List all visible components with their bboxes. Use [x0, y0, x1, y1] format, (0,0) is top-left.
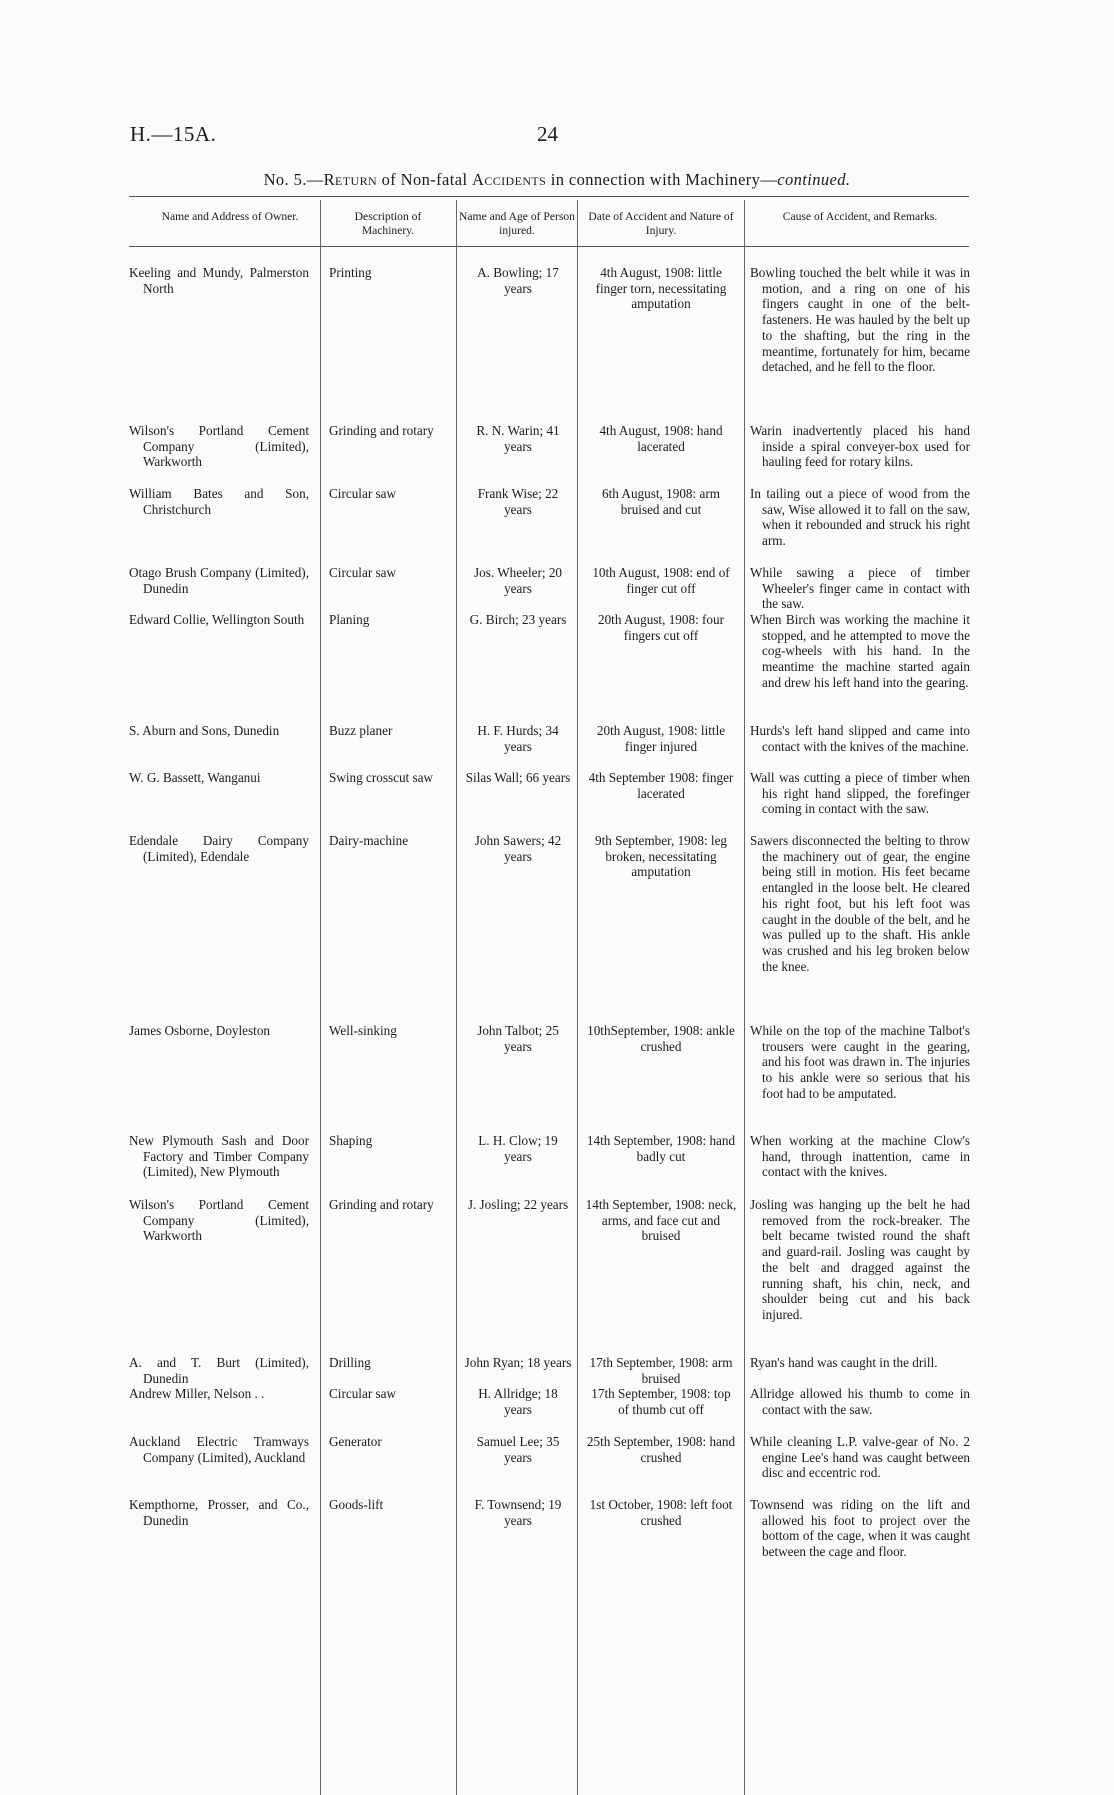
person-cell: F. Townsend; 19 years — [474, 1497, 562, 1528]
date-cell: 17th September, 1908: arm bruised — [589, 1355, 733, 1386]
title-continued: continued. — [777, 170, 851, 189]
owner-cell: New Plymouth Sash and Door Factory and Timber Company (Limited), New Plymouth — [129, 1133, 309, 1180]
column-divider — [744, 200, 745, 1795]
owner-cell: Edendale Dairy Company (Limited), Edendale — [129, 833, 309, 864]
column-divider — [320, 200, 321, 1795]
date-cell: 6th August, 1908: arm bruised and cut — [602, 486, 720, 517]
owner-cell: Keeling and Mundy, Palmerston North — [129, 265, 309, 296]
machinery-cell: Planing — [329, 612, 370, 627]
cause-cell: Townsend was riding on the lift and allowed his foot to project over the bottom of the cage, when it was caught between the cage and floor. — [750, 1497, 970, 1560]
cause-cell: Allridge allowed his thumb to come in contact with the saw. — [750, 1386, 970, 1417]
owner-cell: James Osborne, Doyleston — [129, 1023, 271, 1038]
machinery-cell: Grinding and rotary — [329, 1197, 434, 1212]
column-divider — [577, 200, 578, 1795]
person-cell: L. H. Clow; 19 years — [478, 1133, 558, 1164]
date-cell: 4th August, 1908: little finger torn, necessitating amputation — [595, 265, 727, 312]
owner-cell: Kempthorne, Prosser, and Co., Dunedin — [129, 1497, 309, 1528]
machinery-cell: Well-sinking — [329, 1023, 397, 1038]
person-cell: Frank Wise; 22 years — [477, 486, 559, 517]
owner-cell: Auckland Electric Tramways Company (Limited), Auckland — [129, 1434, 309, 1465]
person-cell: H. Allridge; 18 years — [478, 1386, 558, 1417]
owner-cell: Wilson's Portland Cement Company (Limited), Warkworth — [129, 1197, 309, 1244]
date-cell: 20th August, 1908: four fingers cut off — [597, 612, 724, 643]
machinery-cell: Circular saw — [329, 1386, 397, 1401]
owner-cell: Edward Collie, Wellington South — [129, 612, 305, 627]
person-cell: J. Josling; 22 years — [467, 1197, 569, 1212]
date-cell: 9th September, 1908: leg broken, necessitating amputation — [594, 833, 728, 880]
cause-cell: In tailing out a piece of wood from the saw, Wise allowed it to fall on the saw, when it rebounded and struck his right arm. — [750, 486, 970, 549]
cause-cell: While on the top of the machine Talbot's trousers were caught in the gearing, and his foot was drawn in. The injuries to his ankle were so serious that his foot had to be amputated. — [750, 1023, 970, 1101]
person-cell: Silas Wall; 66 years — [465, 770, 571, 785]
column-header-owner: Name and Address of Owner. — [161, 210, 299, 223]
cause-cell: Bowling touched the belt while it was in motion, and a ring on one of his fingers caught in one of the belt-fasteners. He was hauled by the belt up to the shafting, but the ring in the meantime, fortunately for him, became detached, and he fell to the floor. — [750, 265, 970, 375]
owner-cell: Andrew Miller, Nelson . . — [129, 1386, 265, 1401]
date-cell: 25th September, 1908: hand crushed — [586, 1434, 736, 1465]
title-middle: in connection with Machinery— — [546, 170, 778, 189]
cause-cell: Wall was cutting a piece of timber when his right hand slipped, the forefinger coming in contact with the saw. — [750, 770, 970, 817]
column-header-person: Name and Age of Person injured. — [459, 210, 575, 237]
date-cell: 14th September, 1908: hand badly cut — [586, 1133, 736, 1164]
owner-cell: Wilson's Portland Cement Company (Limited), Warkworth — [129, 423, 309, 470]
title-of: of Non-fatal — [377, 170, 473, 189]
date-cell: 17th September, 1908: top of thumb cut off — [591, 1386, 731, 1417]
machinery-cell: Swing crosscut saw — [329, 770, 434, 785]
owner-cell: William Bates and Son, Christchurch — [129, 486, 309, 517]
document-reference: H.—15A. — [130, 122, 217, 146]
person-cell: Samuel Lee; 35 years — [476, 1434, 560, 1465]
header-bottom-rule — [129, 246, 969, 247]
cause-cell: When Birch was working the machine it stopped, and he attempted to move the cog-wheels with his hand. In the meantime the machine started again and drew his left hand into the gearing. — [750, 612, 970, 690]
cause-cell: Sawers disconnected the belting to throw the machinery out of gear, the engine being still in motion. His feet became entangled in the loose belt. He cleared his right foot, but his left foot was caught in the double of the belt, and he was pulled up to the shaft. His ankle was crushed and his leg broken below the knee. — [750, 833, 970, 974]
date-cell: 14th September, 1908: neck, arms, and face cut and bruised — [585, 1197, 737, 1244]
person-cell: A. Bowling; 17 years — [477, 265, 559, 296]
person-cell: Jos. Wheeler; 20 years — [473, 565, 563, 596]
owner-cell: A. and T. Burt (Limited), Dunedin — [129, 1355, 309, 1386]
machinery-cell: Circular saw — [329, 565, 397, 580]
header-top-rule — [129, 196, 969, 197]
owner-cell: W. G. Bassett, Wanganui — [129, 770, 261, 785]
column-header-cause: Cause of Accident, and Remarks. — [782, 210, 938, 223]
person-cell: John Sawers; 42 years — [474, 833, 562, 864]
machinery-cell: Shaping — [329, 1133, 373, 1148]
machinery-cell: Buzz planer — [329, 723, 393, 738]
cause-cell: Warin inadvertently placed his hand inside a spiral conveyer-box used for hauling feed for rotary kilns. — [750, 423, 970, 470]
page-number: 24 — [537, 122, 558, 146]
machinery-cell: Circular saw — [329, 486, 397, 501]
column-header-date: Date of Accident and Nature of Injury. — [588, 210, 734, 237]
date-cell: 1st October, 1908: left foot crushed — [589, 1497, 733, 1528]
person-cell: G. Birch; 23 years — [469, 612, 567, 627]
person-cell: R. N. Warin; 41 years — [476, 423, 560, 454]
owner-cell: Otago Brush Company (Limited), Dunedin — [129, 565, 309, 596]
person-cell: John Talbot; 25 years — [477, 1023, 559, 1054]
cause-cell: While cleaning L.P. valve-gear of No. 2 engine Lee's hand was caught between disc and eccentric rod. — [750, 1434, 970, 1481]
machinery-cell: Goods-lift — [329, 1497, 384, 1512]
person-cell: John Ryan; 18 years — [464, 1355, 572, 1370]
machinery-cell: Dairy-machine — [329, 833, 409, 848]
machinery-cell: Drilling — [329, 1355, 371, 1370]
column-divider — [456, 200, 457, 1795]
cause-cell: While sawing a piece of timber Wheeler's finger came in contact with the saw. — [750, 565, 970, 612]
cause-cell: When working at the machine Clow's hand, through inattention, came in contact with the knives. — [750, 1133, 970, 1180]
cause-cell: Hurds's left hand slipped and came into contact with the knives of the machine. — [750, 723, 970, 754]
date-cell: 4th August, 1908: hand lacerated — [599, 423, 723, 454]
person-cell: H. F. Hurds; 34 years — [477, 723, 559, 754]
owner-cell: S. Aburn and Sons, Dunedin — [129, 723, 280, 738]
cause-cell: Josling was hanging up the belt he had removed from the rock-breaker. The belt became twisted round the shaft and guard-rail. Josling was caught by the belt and dragged against the running shaft, his chin, neck, and shoulder being cut and his back injured. — [750, 1197, 970, 1322]
machinery-cell: Printing — [329, 265, 372, 280]
table-title — [0, 170, 1114, 190]
title-accidents: Accidents — [472, 170, 547, 189]
date-cell: 10thSeptember, 1908: ankle crushed — [587, 1023, 735, 1054]
date-cell: 10th August, 1908: end of finger cut off — [592, 565, 730, 596]
cause-cell: Ryan's hand was caught in the drill. — [750, 1355, 938, 1370]
date-cell: 20th August, 1908: little finger injured — [596, 723, 726, 754]
title-return: Return — [323, 170, 378, 189]
date-cell: 4th September 1908: finger lacerated — [588, 770, 734, 801]
column-header-machinery: Description of Machinery. — [354, 210, 422, 237]
machinery-cell: Grinding and rotary — [329, 423, 434, 438]
title-prefix: No. 5.— — [263, 170, 324, 189]
machinery-cell: Generator — [329, 1434, 382, 1449]
